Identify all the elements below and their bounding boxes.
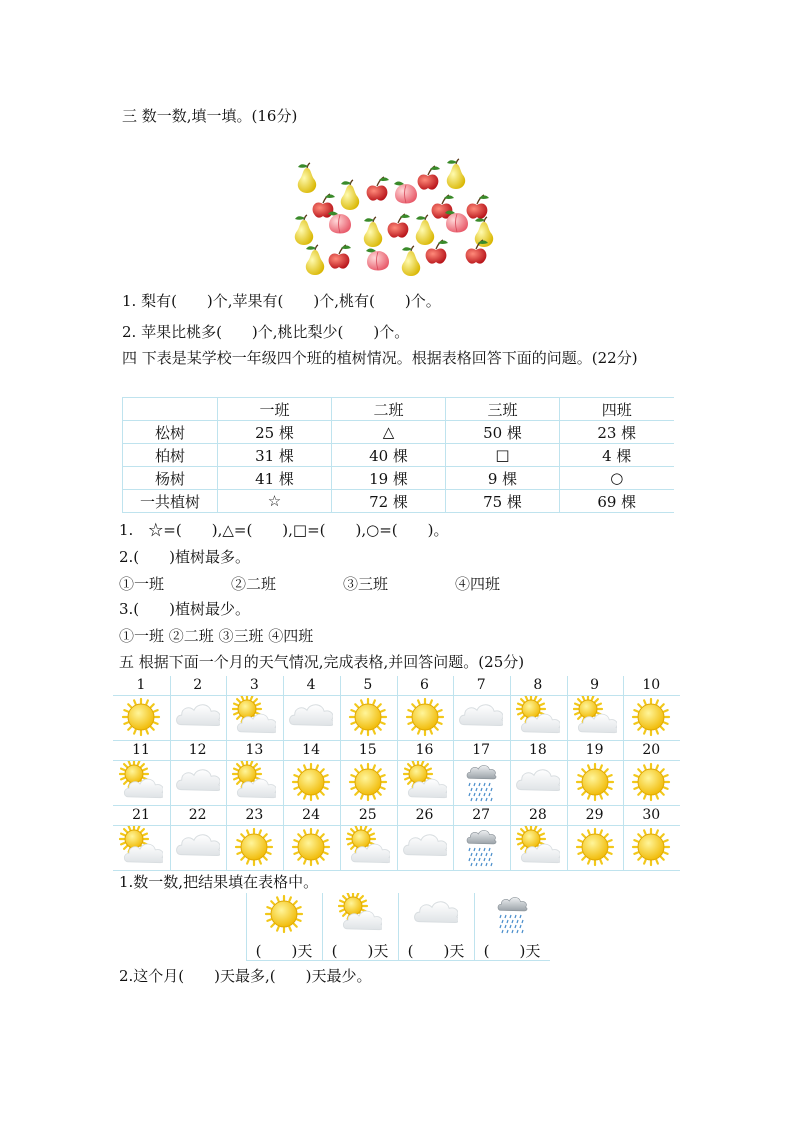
weather-day (226, 806, 282, 871)
table-row (123, 421, 674, 444)
day-number: 14 (302, 742, 320, 758)
grid-divider (283, 806, 284, 871)
weather-day (226, 741, 282, 806)
table-cell: 25 棵 (218, 421, 332, 444)
count-answer-blank[interactable]: ( )天 (483, 942, 541, 960)
section4-question-1: 1. ☆=( ),△=( ),□=( ),○=( )。 (119, 521, 449, 539)
count-answer-blank[interactable]: ( )天 (407, 942, 465, 960)
apple-icon (467, 195, 489, 219)
weather-day (113, 676, 169, 741)
grid-divider (113, 695, 680, 696)
grid-divider (113, 825, 680, 826)
table-cell (123, 398, 218, 421)
day-number: 24 (302, 807, 320, 823)
partly-cloudy-icon (119, 761, 163, 803)
day-number: 19 (585, 742, 604, 758)
day-number: 26 (415, 807, 434, 823)
cloud-icon (414, 893, 458, 935)
count-cell (246, 893, 322, 961)
grid-divider (397, 676, 398, 741)
table-row (123, 398, 674, 421)
pear-icon (364, 217, 382, 247)
partly-cloudy-icon (516, 696, 560, 738)
weather-day (453, 741, 509, 806)
table-cell: 75 棵 (446, 490, 560, 513)
apple-icon (367, 177, 389, 201)
sun-icon (403, 696, 447, 738)
peach-icon (366, 249, 389, 271)
section3-title: 三 数一数,填一填。(16分) (122, 107, 298, 125)
day-number: 2 (193, 677, 203, 693)
section4-q3-options: ①一班 ②二班 ③三班 ④四班 (119, 627, 314, 645)
section4-q2-option-2: ②二班 (231, 575, 277, 593)
rain-icon (490, 893, 534, 935)
sun-icon (573, 826, 617, 868)
day-number: 12 (188, 742, 207, 758)
section5-question-2: 2.这个月( )天最多,( )天最少。 (119, 967, 372, 985)
grid-divider (113, 760, 680, 761)
partly-cloudy-icon (232, 696, 276, 738)
apple-icon (388, 214, 410, 238)
table-cell: 杨树 (123, 467, 218, 490)
cloud-icon (289, 696, 333, 738)
table-cell: 69 棵 (560, 490, 674, 513)
apple-icon (329, 245, 351, 269)
pear-icon (341, 180, 359, 210)
grid-divider (170, 741, 171, 806)
grid-divider (453, 806, 454, 871)
section4-question-2: 2.( )植树最多。 (119, 548, 251, 566)
weather-calendar (113, 676, 680, 871)
day-number: 30 (642, 807, 661, 823)
sun-icon (346, 696, 390, 738)
sun-icon (573, 761, 617, 803)
weather-day (113, 806, 169, 871)
grid-divider (397, 741, 398, 806)
sun-icon (289, 761, 333, 803)
day-number: 1 (136, 677, 146, 693)
day-number: 27 (472, 807, 491, 823)
table-cell: 三班 (446, 398, 560, 421)
weather-day (113, 741, 169, 806)
pear-icon (306, 245, 324, 275)
section4-q2-option-1: ①一班 (119, 575, 165, 593)
tree-planting-table (122, 397, 674, 513)
grid-divider (623, 741, 624, 806)
sun-icon (346, 761, 390, 803)
sun-icon (629, 761, 673, 803)
weather-day (397, 676, 453, 741)
weather-week-row (113, 806, 680, 871)
table-cell: 四班 (560, 398, 674, 421)
section4-q2-option-4: ④四班 (455, 575, 501, 593)
rain-icon (459, 761, 503, 803)
partly-cloudy-icon (403, 761, 447, 803)
sun-icon (289, 826, 333, 868)
grid-divider (397, 806, 398, 871)
weather-day (510, 806, 566, 871)
grid-divider (170, 676, 171, 741)
partly-cloudy-icon (338, 893, 382, 935)
cloud-icon (176, 761, 220, 803)
section4-question-3: 3.( )植树最少。 (119, 600, 251, 618)
weather-day (567, 806, 623, 871)
table-row (123, 490, 674, 513)
day-number: 7 (476, 677, 486, 693)
weather-day (623, 676, 679, 741)
partly-cloudy-icon (573, 696, 617, 738)
weather-day (397, 741, 453, 806)
peach-icon (394, 182, 417, 204)
sun-icon (232, 826, 276, 868)
pear-icon (295, 215, 313, 245)
table-cell: ○ (560, 467, 674, 490)
grid-divider (246, 960, 550, 961)
day-number: 15 (358, 742, 377, 758)
section5-question-1: 1.数一数,把结果填在表格中。 (119, 873, 319, 891)
grid-divider (340, 806, 341, 871)
day-number: 23 (245, 807, 264, 823)
count-cell (322, 893, 398, 961)
table-cell: 松树 (123, 421, 218, 444)
weather-day (170, 806, 226, 871)
section3-question-1: 1. 梨有( )个,苹果有( )个,桃有( )个。 (122, 292, 441, 310)
table-cell: □ (446, 444, 560, 467)
weather-day (623, 741, 679, 806)
table-cell: ☆ (218, 490, 332, 513)
grid-divider (283, 741, 284, 806)
table-cell: 23 棵 (560, 421, 674, 444)
weather-day (453, 806, 509, 871)
partly-cloudy-icon (516, 826, 560, 868)
table-row (123, 444, 674, 467)
table-cell: 41 棵 (218, 467, 332, 490)
grid-divider (340, 676, 341, 741)
weather-day (340, 741, 396, 806)
count-cell (474, 893, 550, 961)
weather-day (510, 676, 566, 741)
peach-icon (445, 211, 468, 233)
count-cell (398, 893, 474, 961)
weather-day (453, 676, 509, 741)
table-cell: 31 棵 (218, 444, 332, 467)
grid-divider (623, 676, 624, 741)
weather-day (283, 806, 339, 871)
grid-divider (510, 806, 511, 871)
cloud-icon (459, 696, 503, 738)
day-number: 6 (420, 677, 429, 693)
pear-icon (298, 163, 316, 193)
grid-divider (322, 893, 323, 961)
grid-divider (453, 676, 454, 741)
cloud-icon (176, 696, 220, 738)
weather-day (567, 676, 623, 741)
weather-day (283, 676, 339, 741)
grid-divider (246, 893, 247, 961)
table-cell: 一共植树 (123, 490, 218, 513)
grid-divider (283, 676, 284, 741)
day-number: 17 (472, 742, 491, 758)
day-number: 22 (188, 807, 207, 823)
grid-divider (453, 741, 454, 806)
rain-icon (459, 826, 503, 868)
day-number: 18 (528, 742, 547, 758)
weather-day (510, 741, 566, 806)
table-cell: 50 棵 (446, 421, 560, 444)
grid-divider (567, 806, 568, 871)
sun-icon (629, 696, 673, 738)
partly-cloudy-icon (232, 761, 276, 803)
day-number: 10 (642, 677, 661, 693)
weather-day (397, 806, 453, 871)
grid-divider (113, 870, 680, 871)
day-number: 8 (533, 677, 543, 693)
day-number: 20 (642, 742, 661, 758)
grid-divider (226, 806, 227, 871)
table-cell: 19 棵 (332, 467, 446, 490)
day-number: 21 (132, 807, 150, 823)
day-number: 11 (132, 742, 150, 758)
grid-divider (170, 806, 171, 871)
section4-q2-option-3: ③三班 (343, 575, 389, 593)
grid-divider (474, 893, 475, 961)
cloud-icon (516, 761, 560, 803)
table-cell: 一班 (218, 398, 332, 421)
count-answer-blank[interactable]: ( )天 (331, 942, 389, 960)
weather-day (170, 741, 226, 806)
table-cell: 40 棵 (332, 444, 446, 467)
grid-divider (510, 741, 511, 806)
section3-question-2: 2. 苹果比桃多( )个,桃比梨少( )个。 (122, 323, 410, 341)
grid-divider (226, 741, 227, 806)
count-answer-blank[interactable]: ( )天 (255, 942, 313, 960)
day-number: 25 (358, 807, 377, 823)
section4-title: 四 下表是某学校一年级四个班的植树情况。根据表格回答下面的问题。(22分) (122, 349, 638, 367)
weather-day (623, 806, 679, 871)
peach-icon (328, 212, 351, 234)
grid-divider (567, 676, 568, 741)
pear-icon (402, 246, 420, 276)
weather-day (567, 741, 623, 806)
weather-day (340, 806, 396, 871)
weather-day (340, 676, 396, 741)
section5-title: 五 根据下面一个月的天气情况,完成表格,并回答问题。(25分) (119, 653, 525, 671)
table-cell: 4 棵 (560, 444, 674, 467)
cloud-icon (403, 826, 447, 868)
sun-icon (262, 893, 306, 935)
grid-divider (340, 741, 341, 806)
sun-icon (119, 696, 163, 738)
grid-divider (226, 676, 227, 741)
day-number: 16 (415, 742, 434, 758)
day-number: 4 (306, 677, 316, 693)
apple-icon (418, 166, 440, 190)
day-number: 5 (363, 677, 373, 693)
grid-divider (623, 806, 624, 871)
table-cell: 二班 (332, 398, 446, 421)
fruit-illustration (286, 156, 506, 280)
day-number: 3 (249, 677, 259, 693)
partly-cloudy-icon (119, 826, 163, 868)
grid-divider (567, 741, 568, 806)
day-number: 9 (590, 677, 600, 693)
day-number: 28 (528, 807, 547, 823)
weather-day (170, 676, 226, 741)
table-cell: 9 棵 (446, 467, 560, 490)
weather-week-row (113, 676, 680, 741)
table-row (123, 467, 674, 490)
weather-week-row (113, 741, 680, 806)
pear-icon (447, 159, 465, 189)
cloud-icon (176, 826, 220, 868)
pear-icon (416, 215, 434, 245)
weather-day (226, 676, 282, 741)
day-number: 29 (585, 807, 604, 823)
grid-divider (510, 676, 511, 741)
weather-day (283, 741, 339, 806)
table-cell: △ (332, 421, 446, 444)
sun-icon (629, 826, 673, 868)
partly-cloudy-icon (346, 826, 390, 868)
table-cell: 柏树 (123, 444, 218, 467)
table-cell: 72 棵 (332, 490, 446, 513)
weather-count-table (246, 893, 550, 961)
day-number: 13 (245, 742, 264, 758)
grid-divider (398, 893, 399, 961)
